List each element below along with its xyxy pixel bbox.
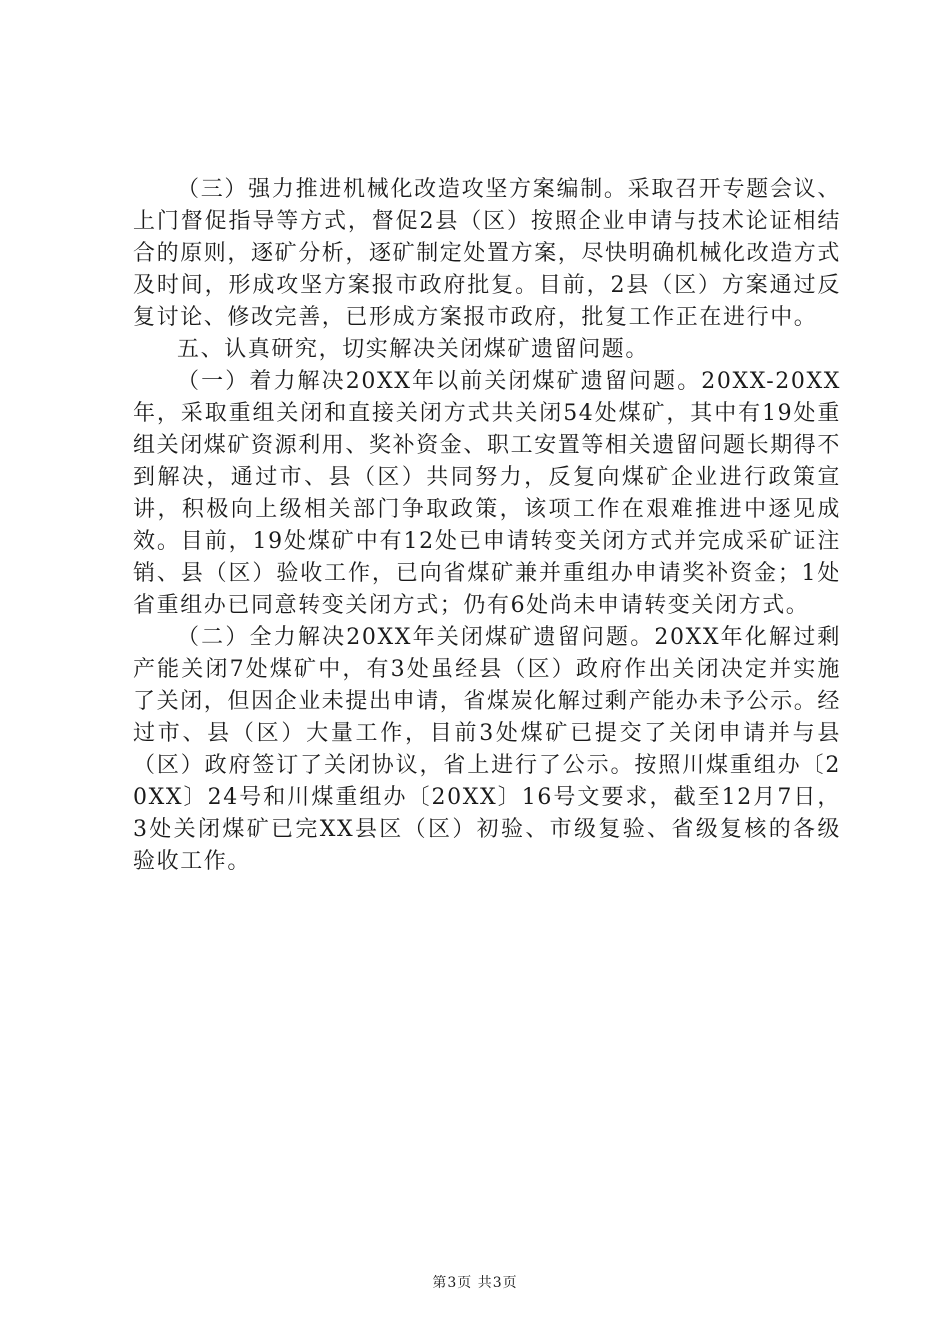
section-heading-closed-mines: 五、认真研究，切实解决关闭煤矿遗留问题。 xyxy=(177,337,650,362)
paragraph-pre-closure-issues: （一）着力解决20XX年以前关闭煤矿遗留问题。20XX-20XX年，采取重组关闭和直接关闭方式共关闭54处煤矿，其中有19处重组关闭煤矿资源利用、奖补资金、职工安置等相关遗留问题长期得不到解决，通过市、县（区）共同努力，反复向煤矿企业进行政策宣讲，积极向上级相关部门争取政策，该项工作在艰难推进中逐见成效。目前，19处煤矿中有12处已申请转变关闭方式并完成采矿证注销、县（区）验收工作，已向省煤矿兼并重组办申请奖补资金；1处省重组办已同意转变关闭方式；仍有6处尚未申请转变关闭方式。 xyxy=(133,369,842,618)
paragraph-mechanization-plan: （三）强力推进机械化改造攻坚方案编制。采取召开专题会议、上门督促指导等方式，督促2县（区）按照企业申请与技术论证相结合的原则，逐矿分析，逐矿制定处置方案，尽快明确机械化改造方式及时间，形成攻坚方案报市政府批复。目前，2县（区）方案通过反复讨论、修改完善，已形成方案报市政府，批复工作正在进行中。 xyxy=(133,177,842,330)
page-footer: 第3页 共3页 xyxy=(432,1275,518,1291)
paragraph-closure-issues: （二）全力解决20XX年关闭煤矿遗留问题。20XX年化解过剩产能关闭7处煤矿中，有3处虽经县（区）政府作出关闭决定并实施了关闭，但因企业未提出申请，省煤炭化解过剩产能办未予公示。经过市、县（区）大量工作，目前3处煤矿已提交了关闭申请并与县（区）政府签订了关闭协议，省上进行了公示。按照川煤重组办〔20XX〕24号和川煤重组办〔20XX〕16号文要求，截至12月7日，3处关闭煤矿已完XX县区（区）初验、市级复验、省级复核的各级验收工作。 xyxy=(133,625,842,874)
document-body xyxy=(133,174,841,878)
